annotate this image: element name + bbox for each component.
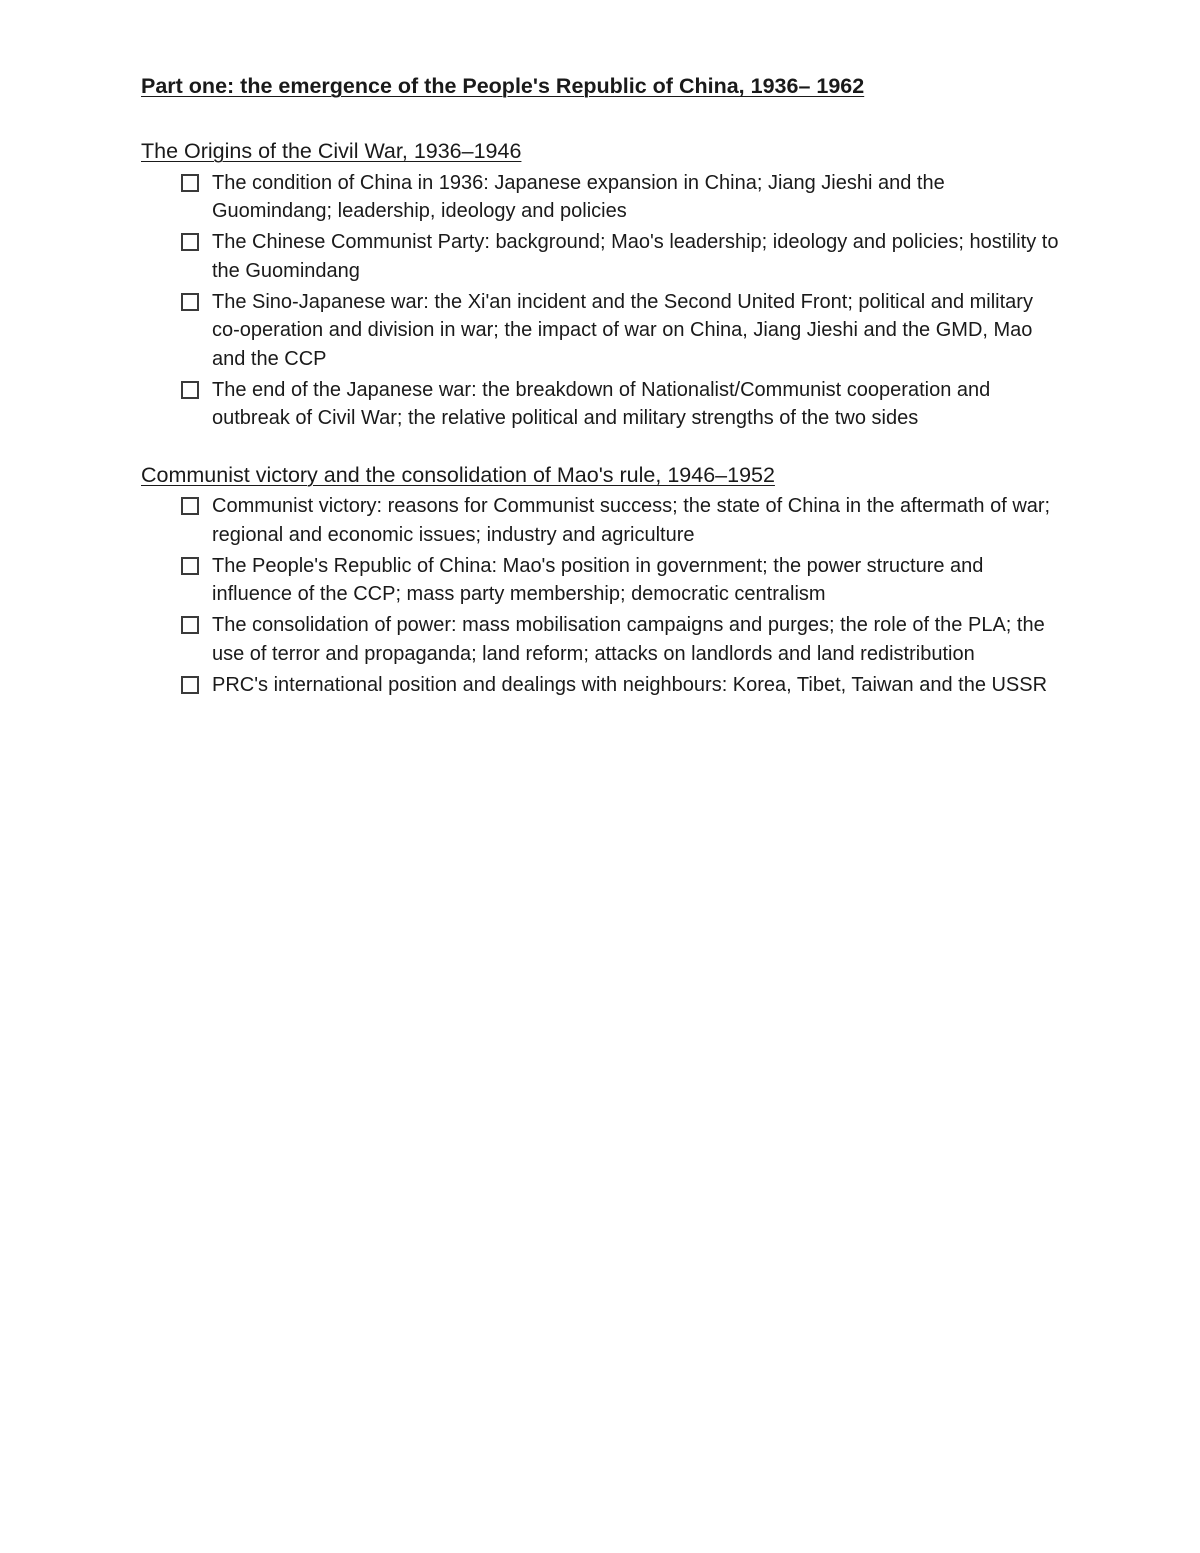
checklist-item-text: The People's Republic of China: Mao's position in government; the power structure and influence of the CCP; mass party membership; democratic centralism: [212, 554, 984, 605]
checkbox[interactable]: [181, 381, 199, 399]
section-heading: Communist victory and the consolidation of Mao's rule, 1946–1952: [141, 462, 775, 487]
checklist-item-text: The Sino-Japanese war: the Xi'an incident and the Second United Front; political and military co-operation and division in war; the impact of war on China, Jiang Jieshi and the GMD, Mao and the CCP: [212, 290, 1033, 370]
checklist-item-text: PRC's international position and dealings with neighbours: Korea, Tibet, Taiwan and the USSR: [212, 673, 1048, 696]
checklist-item: [141, 169, 1061, 226]
checklist-item: [141, 288, 1061, 374]
checkbox[interactable]: [181, 616, 199, 634]
checklist-item-text: The Chinese Communist Party: background; Mao's leadership; ideology and policies; hostility to the Guomindang: [212, 231, 1059, 282]
checkbox[interactable]: [181, 293, 199, 311]
section-origins-of-civil-war: [141, 136, 1061, 433]
section-heading: The Origins of the Civil War, 1936–1946: [141, 139, 522, 163]
checklist-item: [141, 492, 1061, 549]
document-title: Part one: the emergence of the People's Republic of China, 1936– 1962: [141, 74, 865, 98]
checkbox[interactable]: [181, 557, 199, 575]
checklist-item-text: Communist victory: reasons for Communist success; the state of China in the aftermath of war; regional and economic issues; industry and agriculture: [212, 495, 1051, 546]
checklist-item: [141, 611, 1061, 668]
checklist-item: [141, 376, 1061, 433]
checkbox[interactable]: [181, 174, 199, 192]
document-page: [141, 70, 1061, 699]
checklist: [141, 492, 1061, 699]
checklist: [141, 169, 1061, 433]
checklist-item: [141, 228, 1061, 285]
checkbox[interactable]: [181, 233, 199, 251]
checklist-item: [141, 671, 1061, 700]
checklist-item-text: The condition of China in 1936: Japanese expansion in China; Jiang Jieshi and the Guomindang; leadership, ideology and policies: [212, 171, 945, 222]
checkbox[interactable]: [181, 676, 199, 694]
checklist-item-text: The end of the Japanese war: the breakdown of Nationalist/Communist cooperation and outbreak of Civil War; the relative political and military strengths of the two sides: [212, 378, 991, 429]
checkbox[interactable]: [181, 497, 199, 515]
checklist-item-text: The consolidation of power: mass mobilisation campaigns and purges; the role of the PLA; the use of terror and propaganda; land reform; attacks on landlords and land redistribution: [212, 614, 1045, 665]
section-communist-victory: [141, 460, 1061, 700]
checklist-item: [141, 552, 1061, 609]
